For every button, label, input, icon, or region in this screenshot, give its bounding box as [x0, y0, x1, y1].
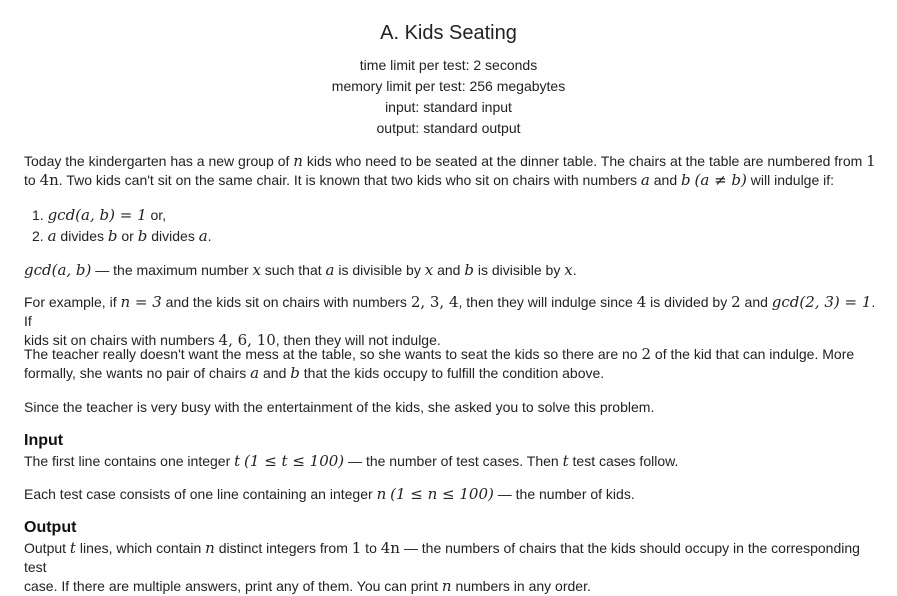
teacher-busy-paragraph: Since the teacher is very busy with the entertainment of the kids, she asked you to solve this problem. — [24, 399, 655, 415]
list-item: 2. a divides b or b divides a. — [32, 227, 212, 245]
list-item: 1. gcd(a, b) = 1 or, — [32, 206, 167, 224]
time-limit: time limit per test: 2 seconds — [359, 57, 538, 73]
input-line-1: The first line contains one integer t (1 ≤ t ≤ 100) — the number of test cases. Then t test cases follow. — [24, 452, 679, 470]
output-spec: output: standard output — [376, 120, 521, 136]
teacher-paragraph: The teacher really doesn't want the mess at the table, so she wants to seat the kids so there are no 2 of the kid that can indulge. More formally, she wants no pair of chairs a and b that the kids occupy to fulfill the condition above. — [24, 345, 855, 382]
input-spec: input: standard input — [385, 99, 512, 115]
output-heading: Output — [24, 519, 77, 536]
input-line-2: Each test case consists of one line containing an integer n (1 ≤ n ≤ 100) — the number of kids. — [24, 485, 635, 503]
input-heading: Input — [24, 432, 64, 449]
output-paragraph: Output t lines, which contain n distinct integers from 1 to 4n — the numbers of chairs that the kids should occupy in the corresponding test case. If there are multiple answers, print any of them. You can print n numbers in any order. — [24, 539, 860, 595]
statement-paragraph-1: Today the kindergarten has a new group of n kids who need to be seated at the dinner table. The chairs at the table are numbered from 1 to 4n. Two kids can't sit on the same chair. It is known that two kids who sit on chairs with numbers a and b (a ≠ b) will indulge if: — [24, 152, 876, 189]
memory-limit: memory limit per test: 256 megabytes — [331, 78, 566, 94]
gcd-definition: gcd(a, b) — the maximum number x such that a is divisible by x and b is divisible by x. — [24, 261, 577, 279]
example-paragraph: For example, if n = 3 and the kids sit on chairs with numbers 2, 3, 4, then they will indulge since 4 is divided by 2 and gcd(2, 3) = 1. If kids sit on chairs with numbers 4, 6, 10, then they will not indulge. — [24, 293, 876, 349]
problem-title: A. Kids Seating — [380, 22, 517, 44]
